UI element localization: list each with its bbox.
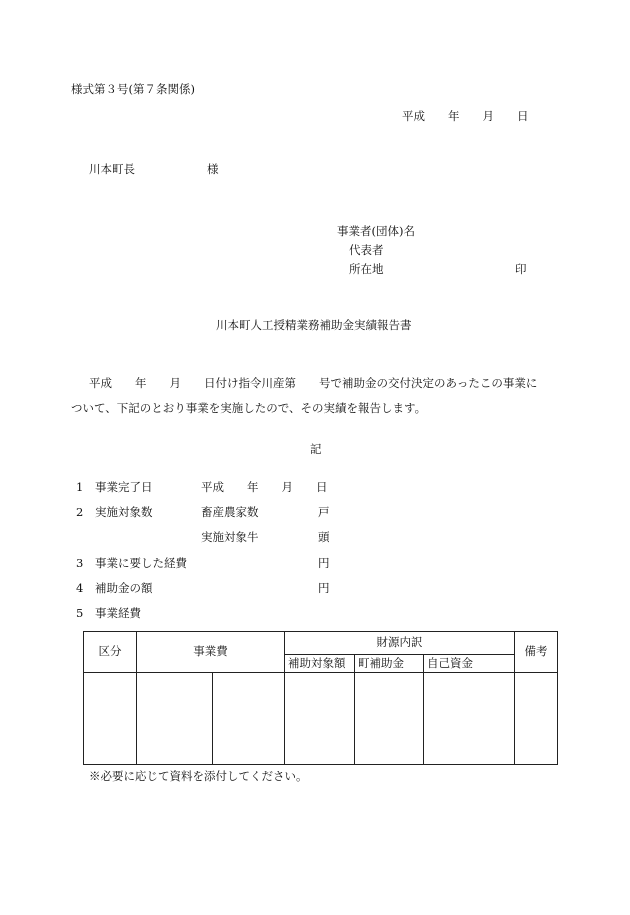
cell-category[interactable] (84, 673, 137, 765)
item-number: 3 (76, 556, 84, 570)
footnote: ※必要に応じて資料を添付してください。 (89, 769, 308, 783)
item-label: 事業完了日 (95, 480, 153, 494)
item-sublabel: 実施対象牛 (201, 530, 259, 544)
table-row (84, 673, 558, 765)
item-label: 事業経費 (95, 606, 141, 620)
addressee-honorific: 様 (207, 162, 219, 176)
cell-town-subsidy[interactable] (285, 673, 355, 765)
item-number: 4 (76, 581, 84, 595)
item-label: 実施対象数 (95, 505, 153, 519)
table-header-row (84, 632, 558, 655)
address-label: 所在地 (349, 262, 384, 276)
note-heading: 記 (310, 442, 322, 456)
item-unit: 戸 (318, 505, 330, 519)
body-line-2: ついて、下記のとおり事業を実施したので、その実績を報告します。 (71, 401, 427, 415)
item-label: 事業に要した経費 (95, 556, 187, 570)
item-sublabel: 平成 年 月 日 (201, 480, 328, 494)
seal-mark: 印 (515, 262, 527, 276)
cell-other[interactable] (424, 673, 515, 765)
cell-own-funds[interactable] (355, 673, 424, 765)
header-subsidy-target: 補助対象額 (285, 655, 355, 673)
header-remarks: 備考 (515, 632, 558, 673)
date-line: 平成 年 月 日 (402, 109, 529, 123)
document-title: 川本町人工授精業務補助金実績報告書 (216, 318, 412, 332)
item-number: 2 (76, 505, 84, 519)
body-line-1: 平成 年 月 日付け指令川産第 号で補助金の交付決定のあったこの事業に (89, 376, 538, 390)
header-category: 区分 (84, 632, 137, 673)
item-unit: 円 (318, 581, 330, 595)
cell-subsidy-target[interactable] (213, 673, 285, 765)
cell-project-cost[interactable] (137, 673, 213, 765)
expense-table (83, 631, 558, 765)
item-unit: 頭 (318, 530, 330, 544)
cell-remarks[interactable] (515, 673, 558, 765)
header-own-funds: 自己資金 (424, 655, 515, 673)
representative-label: 代表者 (349, 243, 384, 257)
header-town-subsidy: 町補助金 (355, 655, 424, 673)
header-funding-breakdown: 財源内訳 (285, 632, 515, 655)
org-name-label: 事業者(団体)名 (337, 224, 415, 238)
item-sublabel: 畜産農家数 (201, 505, 259, 519)
item-unit: 円 (318, 556, 330, 570)
form-number: 様式第３号(第７条関係) (71, 82, 195, 96)
header-project-cost: 事業費 (137, 632, 285, 673)
item-number: 1 (76, 480, 84, 494)
addressee-name: 川本町長 (89, 162, 135, 176)
item-label: 補助金の額 (95, 581, 153, 595)
item-number: 5 (76, 606, 84, 620)
